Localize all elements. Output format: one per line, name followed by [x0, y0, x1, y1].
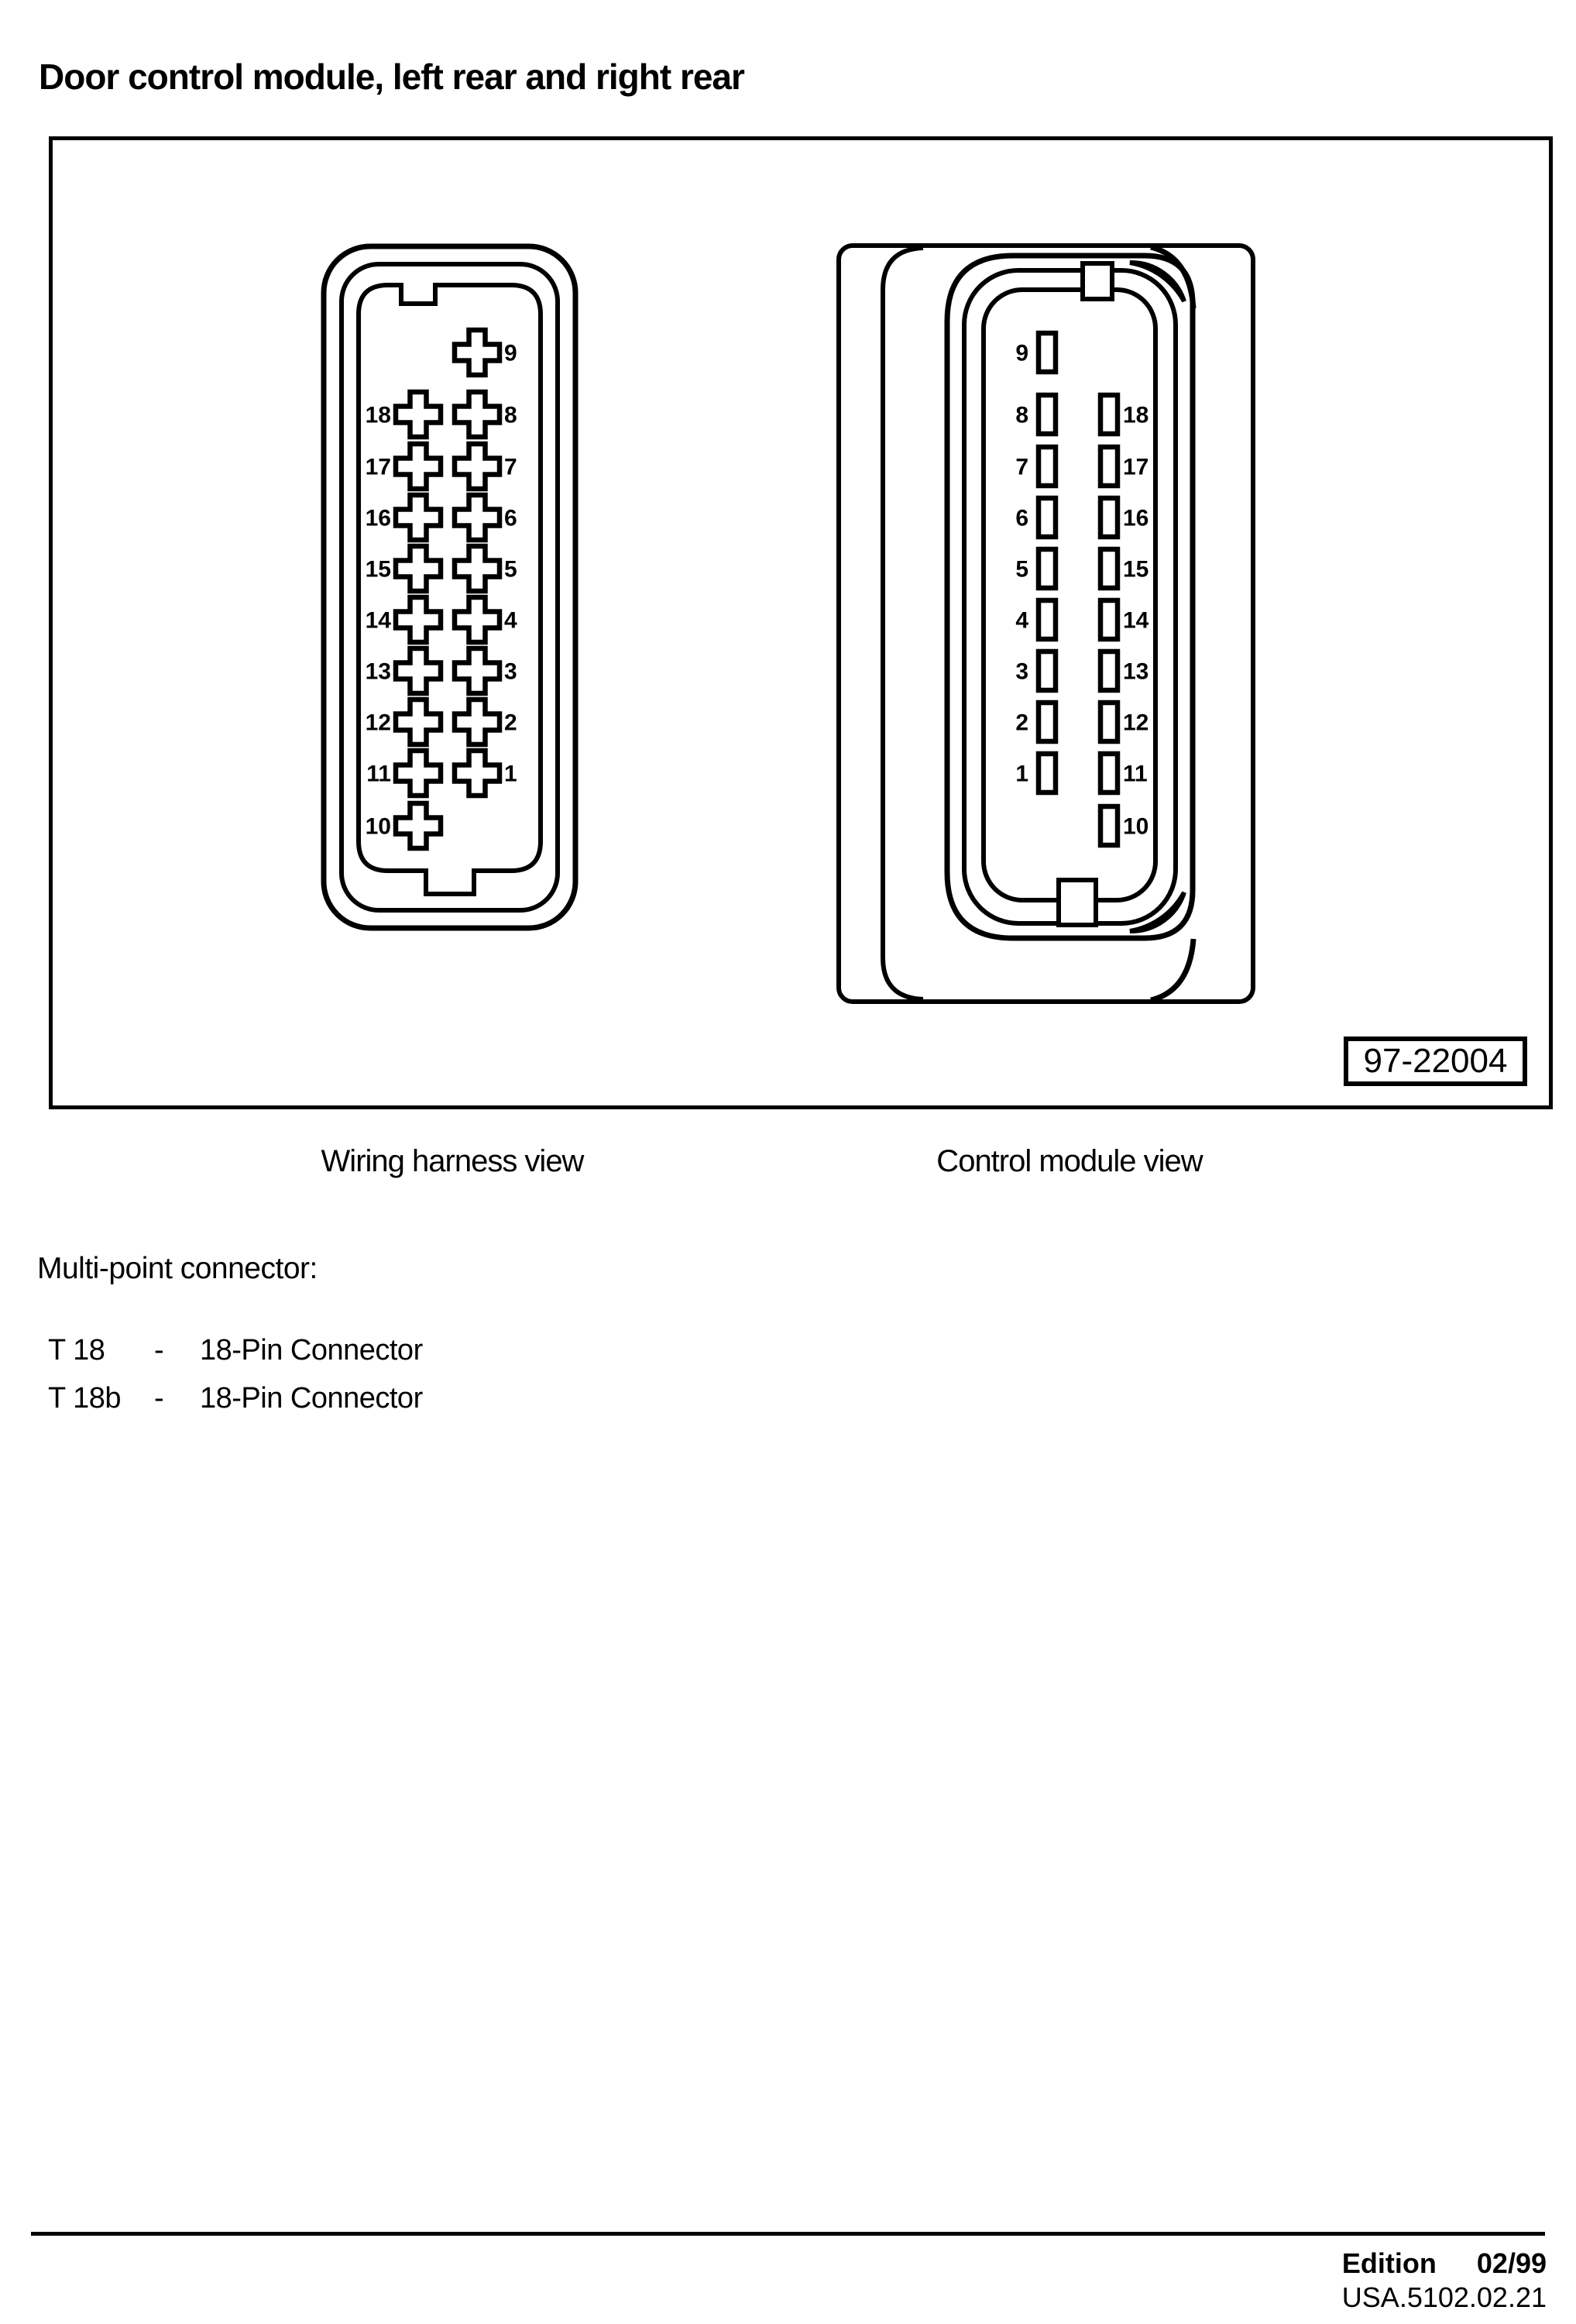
- pin-slot: [1100, 395, 1118, 434]
- legend: [37, 1252, 423, 1428]
- pin-number: 7: [1015, 454, 1028, 480]
- pin-slot: [1039, 754, 1056, 792]
- pin-slot: [1100, 498, 1118, 537]
- pin-cross: [455, 546, 500, 591]
- edition-value: 02/99: [1476, 2247, 1547, 2279]
- connector-diagram: [0, 0, 1576, 1131]
- pin-number: 12: [365, 710, 391, 736]
- pin-number: 5: [504, 556, 517, 583]
- pin-cross: [455, 392, 500, 437]
- pin-slot: [1039, 498, 1056, 537]
- right-cavity-outline: [984, 290, 1155, 900]
- right-shroud-fillet-bottom: [1151, 939, 1193, 1000]
- pin-number: 1: [504, 761, 517, 787]
- right-top-key-tab: [1083, 263, 1112, 299]
- edition-label: Edition: [1341, 2247, 1437, 2279]
- caption-wiring-harness-view: Wiring harness view: [321, 1144, 584, 1178]
- pin-slot: [1100, 806, 1118, 845]
- left-connector-pins: [366, 330, 517, 848]
- pin-number: 9: [1015, 340, 1028, 366]
- pin-cross: [396, 597, 441, 642]
- footer-text: [1342, 2247, 1547, 2315]
- legend-separator: -: [154, 1382, 164, 1415]
- pin-slot: [1039, 600, 1056, 639]
- edition-line: [1342, 2247, 1547, 2281]
- legend-description: 18-Pin Connector: [200, 1382, 423, 1415]
- figure-number-box: [1344, 1037, 1527, 1086]
- pin-number: 2: [1015, 710, 1028, 736]
- pin-number: 17: [1123, 454, 1149, 480]
- pin-slot: [1100, 754, 1118, 792]
- pin-number: 12: [1123, 710, 1149, 736]
- pin-cross: [455, 597, 500, 642]
- pin-cross: [455, 751, 500, 796]
- pin-number: 4: [1015, 607, 1028, 634]
- pin-number: 15: [1123, 556, 1149, 583]
- pin-number: 11: [1123, 761, 1148, 787]
- pin-slot: [1039, 395, 1056, 434]
- pin-slot: [1100, 651, 1118, 690]
- pin-cross: [455, 700, 500, 744]
- right-connector: [839, 246, 1253, 1002]
- pin-cross: [455, 330, 500, 375]
- right-connector-pins: [1015, 333, 1149, 845]
- pin-number: 3: [1015, 658, 1028, 685]
- pin-slot: [1039, 333, 1056, 372]
- footer-rule: [31, 2232, 1545, 2236]
- pin-slot: [1039, 549, 1056, 588]
- pin-number: 6: [504, 505, 517, 531]
- pin-cross: [396, 803, 441, 848]
- pin-number: 8: [1015, 402, 1028, 428]
- left-connector: [324, 246, 575, 928]
- legend-rows: [37, 1332, 423, 1416]
- pin-slot: [1039, 447, 1056, 486]
- pin-number: 18: [365, 402, 391, 428]
- pin-number: 15: [365, 556, 391, 583]
- pin-number: 14: [1123, 607, 1149, 634]
- page-title: Door control module, left rear and right rear: [39, 57, 744, 97]
- pin-cross: [396, 546, 441, 591]
- legend-description: 18-Pin Connector: [200, 1334, 423, 1367]
- legend-item: [37, 1332, 423, 1368]
- pin-number: 10: [1123, 813, 1149, 840]
- pin-cross: [396, 495, 441, 540]
- pin-cross: [455, 444, 500, 489]
- pin-slot: [1100, 447, 1118, 486]
- pin-number: 7: [504, 454, 517, 480]
- pin-number: 1: [1015, 761, 1028, 787]
- pin-cross: [455, 648, 500, 693]
- pin-number: 9: [504, 340, 517, 366]
- pin-cross: [396, 444, 441, 489]
- pin-number: 4: [504, 607, 517, 634]
- caption-control-module-view: Control module view: [936, 1144, 1203, 1178]
- document-code: USA.5102.02.21: [1341, 2281, 1547, 2313]
- pin-number: 8: [504, 402, 517, 428]
- pin-cross: [396, 648, 441, 693]
- pin-number: 11: [366, 761, 391, 787]
- pin-cross: [396, 700, 441, 744]
- pin-cross: [396, 751, 441, 796]
- right-bottom-key-tab: [1059, 880, 1096, 925]
- pin-number: 6: [1015, 505, 1028, 531]
- legend-item: [37, 1380, 423, 1416]
- figure-number: 97-22004: [1363, 1042, 1508, 1080]
- pin-slot: [1039, 651, 1056, 690]
- pin-number: 14: [365, 607, 391, 634]
- pin-number: 16: [365, 505, 391, 531]
- pin-slot: [1100, 549, 1118, 588]
- pin-number: 13: [1123, 658, 1149, 685]
- pin-number: 3: [504, 658, 517, 685]
- module-face-edge: [883, 248, 923, 999]
- pin-cross: [455, 495, 500, 540]
- left-outer-shell-outline: [324, 246, 575, 928]
- pin-number: 2: [504, 710, 517, 736]
- pin-slot: [1100, 600, 1118, 639]
- legend-separator: -: [154, 1334, 164, 1367]
- left-cavity-outline: [359, 285, 541, 894]
- pin-slot: [1100, 703, 1118, 741]
- pin-number: 5: [1015, 556, 1028, 583]
- pin-number: 18: [1123, 402, 1149, 428]
- pin-number: 16: [1123, 505, 1149, 531]
- pin-number: 13: [365, 658, 391, 685]
- legend-heading: Multi-point connector:: [37, 1252, 318, 1285]
- pin-slot: [1039, 703, 1056, 741]
- legend-term: T 18: [48, 1334, 105, 1367]
- pin-number: 17: [365, 454, 391, 480]
- pin-cross: [396, 392, 441, 437]
- legend-term: T 18b: [48, 1382, 121, 1415]
- pin-number: 10: [365, 813, 391, 840]
